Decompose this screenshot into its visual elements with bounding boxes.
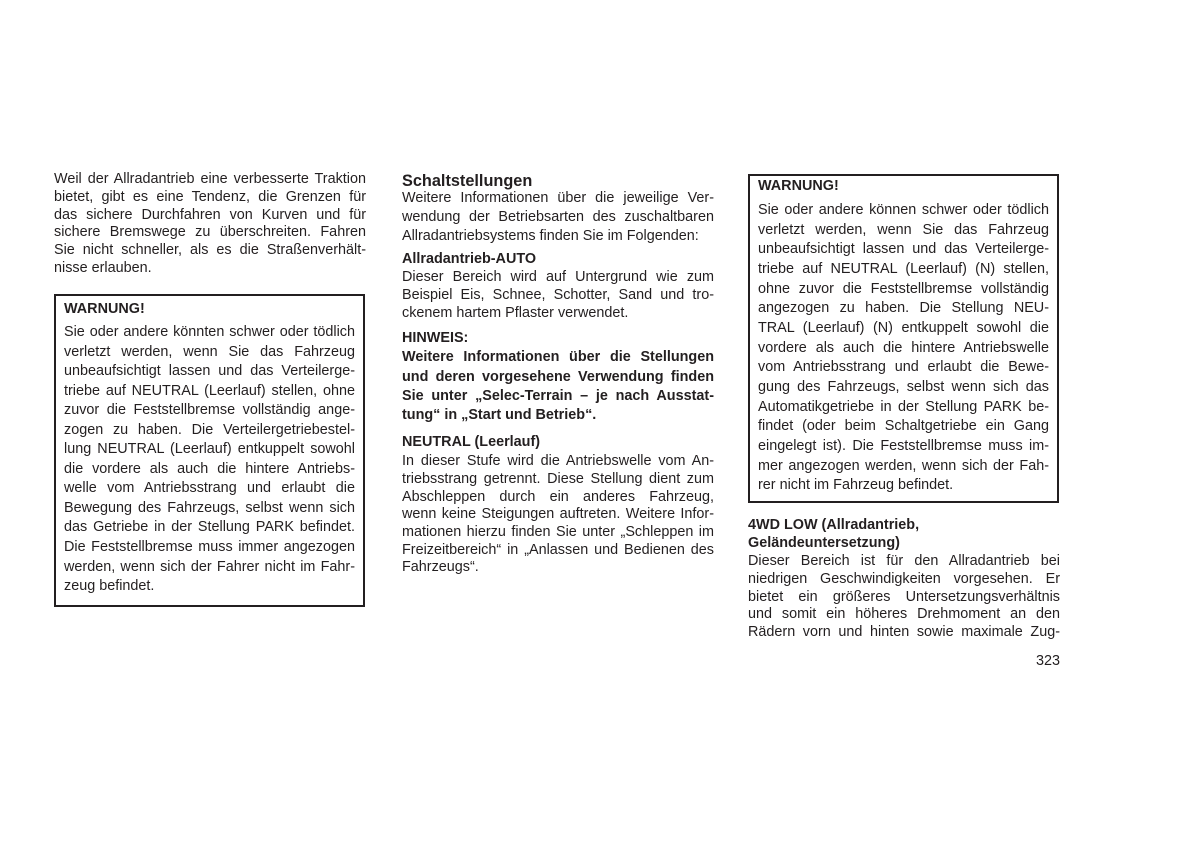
text-line: Dieser Bereich ist für den Allradantrieb bei xyxy=(748,553,1060,570)
text-line: bietet, gibt es eine Tendenz, die Grenzen für xyxy=(54,188,366,205)
text-line: unbeaufsichtigt lassen und das Verteilerge- xyxy=(64,363,355,380)
text-line: verletzt werden, wenn Sie das Fahrzeug xyxy=(758,221,1049,238)
text-line: triebsstrang getrennt. Diese Stellung dient zum xyxy=(402,470,714,487)
text-line: mer angezogen werden, wenn sich der Fah- xyxy=(758,457,1049,474)
text-line: rer nicht im Fahrzeug befindet. xyxy=(758,477,954,494)
text-line: Abschleppen durch ein anderes Fahrzeug, xyxy=(402,488,714,505)
text-line: nisse erlauben. xyxy=(54,259,152,276)
text-line: sichere Bremswege zu überschreiten. Fahren xyxy=(54,224,366,241)
text-line: niedrigen Geschwindigkeiten vorgesehen. Er xyxy=(748,570,1060,587)
text-line: Sie nicht schneller, als es die Straßenverhält- xyxy=(54,242,366,259)
text-line: vom Antriebsstrang und erlaubt die Bewe- xyxy=(758,359,1049,376)
text-line: eingelegt ist). Die Feststellbremse muss im- xyxy=(758,437,1049,454)
auto-subheading: Allradantrieb-AUTO xyxy=(402,251,537,268)
text-line: und somit ein höheres Drehmoment an den xyxy=(748,606,1060,623)
text-line: Freizeitbereich“ in „Anlassen und Bedienen des xyxy=(402,541,714,558)
text-line: mationen hierzu finden Sie unter „Schleppen im xyxy=(402,523,714,540)
text-line: TRAL (Leerlauf) (N) entkuppelt sowohl die xyxy=(758,320,1049,337)
page-number: 323 xyxy=(1035,653,1060,669)
warning-box-neutral xyxy=(748,174,1059,503)
text-line: verletzt werden, wenn Sie das Fahrzeug xyxy=(64,343,355,360)
text-line: Sie oder andere können schwer oder tödlich xyxy=(758,202,1049,219)
text-line: Automatikgetriebe in der Stellung PARK be- xyxy=(758,398,1049,415)
auto-paragraph xyxy=(402,269,714,322)
text-line: Sie oder andere könnten schwer oder tödlich xyxy=(64,323,355,340)
text-line: In dieser Stufe wird die Antriebswelle vom An- xyxy=(402,453,714,470)
note-paragraph xyxy=(402,348,714,425)
traction-paragraph xyxy=(54,171,366,278)
text-line: findet (oder beim Schaltgetriebe ein Gang xyxy=(758,418,1049,435)
text-line: und deren vorgesehene Verwendung finden xyxy=(402,368,714,385)
text-line: das sichere Durchfahren von Kurven und für xyxy=(54,206,366,223)
text-line: Beispiel Eis, Schnee, Schotter, Sand und tro- xyxy=(402,286,714,303)
text-line: Dieser Bereich wird auf Untergrund wie zum xyxy=(402,269,714,286)
text-line: Fahrzeugs“. xyxy=(402,559,479,576)
text-line: das Getriebe in der Stellung PARK befindet. xyxy=(64,519,355,536)
text-line: Weitere Informationen über die jeweilige Ver- xyxy=(402,189,714,206)
text-line: wendung der Betriebsarten des zuschaltbaren xyxy=(402,208,714,225)
warning-title: WARNUNG! xyxy=(758,178,839,195)
text-line: Weitere Informationen über die Stellungen xyxy=(402,349,714,366)
text-line: vordere als auch die hintere Antriebswelle xyxy=(758,339,1049,356)
text-line: zogen zu haben. Die Verteilergetriebestel- xyxy=(64,421,355,438)
neutral-paragraph xyxy=(402,453,714,577)
text-line: unbeaufsichtigt lassen und das Verteilerge- xyxy=(758,241,1049,258)
intro-paragraph xyxy=(402,189,714,246)
section-heading: Schaltstellungen xyxy=(402,172,533,190)
text-line: Die Feststellbremse muss immer angezogen xyxy=(64,539,355,555)
text-line: werden, wenn sich der Fahrer nicht im Fahr- xyxy=(64,558,355,575)
text-line: tung“ in „Start und Betrieb“. xyxy=(402,407,597,424)
4wd-low-subheading xyxy=(748,516,1060,552)
note-title: HINWEIS: xyxy=(402,330,469,347)
text-line: Sie unter „Selec-Terrain – je nach Ausstat- xyxy=(402,387,714,404)
text-line: Geländeuntersetzung) xyxy=(748,535,900,551)
warning-title: WARNUNG! xyxy=(64,301,145,317)
warning-box-neutral-transfer-case xyxy=(54,294,365,607)
text-line: zuvor die Feststellbremse vollständig ange- xyxy=(64,402,355,419)
neutral-subheading: NEUTRAL (Leerlauf) xyxy=(402,434,541,451)
text-line: ckenem hartem Pflaster verwendet. xyxy=(402,304,629,321)
text-line: gung des Fahrzeugs, selbst wenn sich das xyxy=(758,378,1049,395)
text-line: Rädern vorn und hinten sowie maximale Zug- xyxy=(748,624,1060,641)
text-line: angezogen zu haben. Die Stellung NEU- xyxy=(758,300,1049,317)
text-line: Allradantriebsystems finden Sie im Folgenden: xyxy=(402,227,699,244)
text-line: zeug befindet. xyxy=(64,578,155,595)
text-line: bietet ein größeres Untersetzungsverhältnis xyxy=(748,588,1060,605)
4wd-low-paragraph xyxy=(748,553,1060,642)
text-line: Weil der Allradantrieb eine verbesserte Traktion xyxy=(54,171,366,187)
text-line: lung NEUTRAL (Leerlauf) entkuppelt sowohl xyxy=(64,441,355,458)
text-line: die vordere als auch die hintere Antriebs- xyxy=(64,460,355,477)
text-line: ohne zuvor die Feststellbremse vollständig xyxy=(758,280,1049,297)
text-line: triebe auf NEUTRAL (Leerlauf) stellen, ohne xyxy=(64,382,355,399)
text-line: triebe auf NEUTRAL (Leerlauf) (N) stellen, xyxy=(758,261,1049,278)
warning-text xyxy=(758,201,1049,496)
text-line: wenn keine Steigungen auftreten. Weitere Infor- xyxy=(402,506,714,523)
warning-text xyxy=(64,323,355,597)
text-line: 4WD LOW (Allradantrieb, xyxy=(748,517,920,533)
text-line: welle vom Antriebsstrang und erlaubt die xyxy=(64,480,355,497)
text-line: Bewegung des Fahrzeugs, selbst wenn sich xyxy=(64,499,355,516)
